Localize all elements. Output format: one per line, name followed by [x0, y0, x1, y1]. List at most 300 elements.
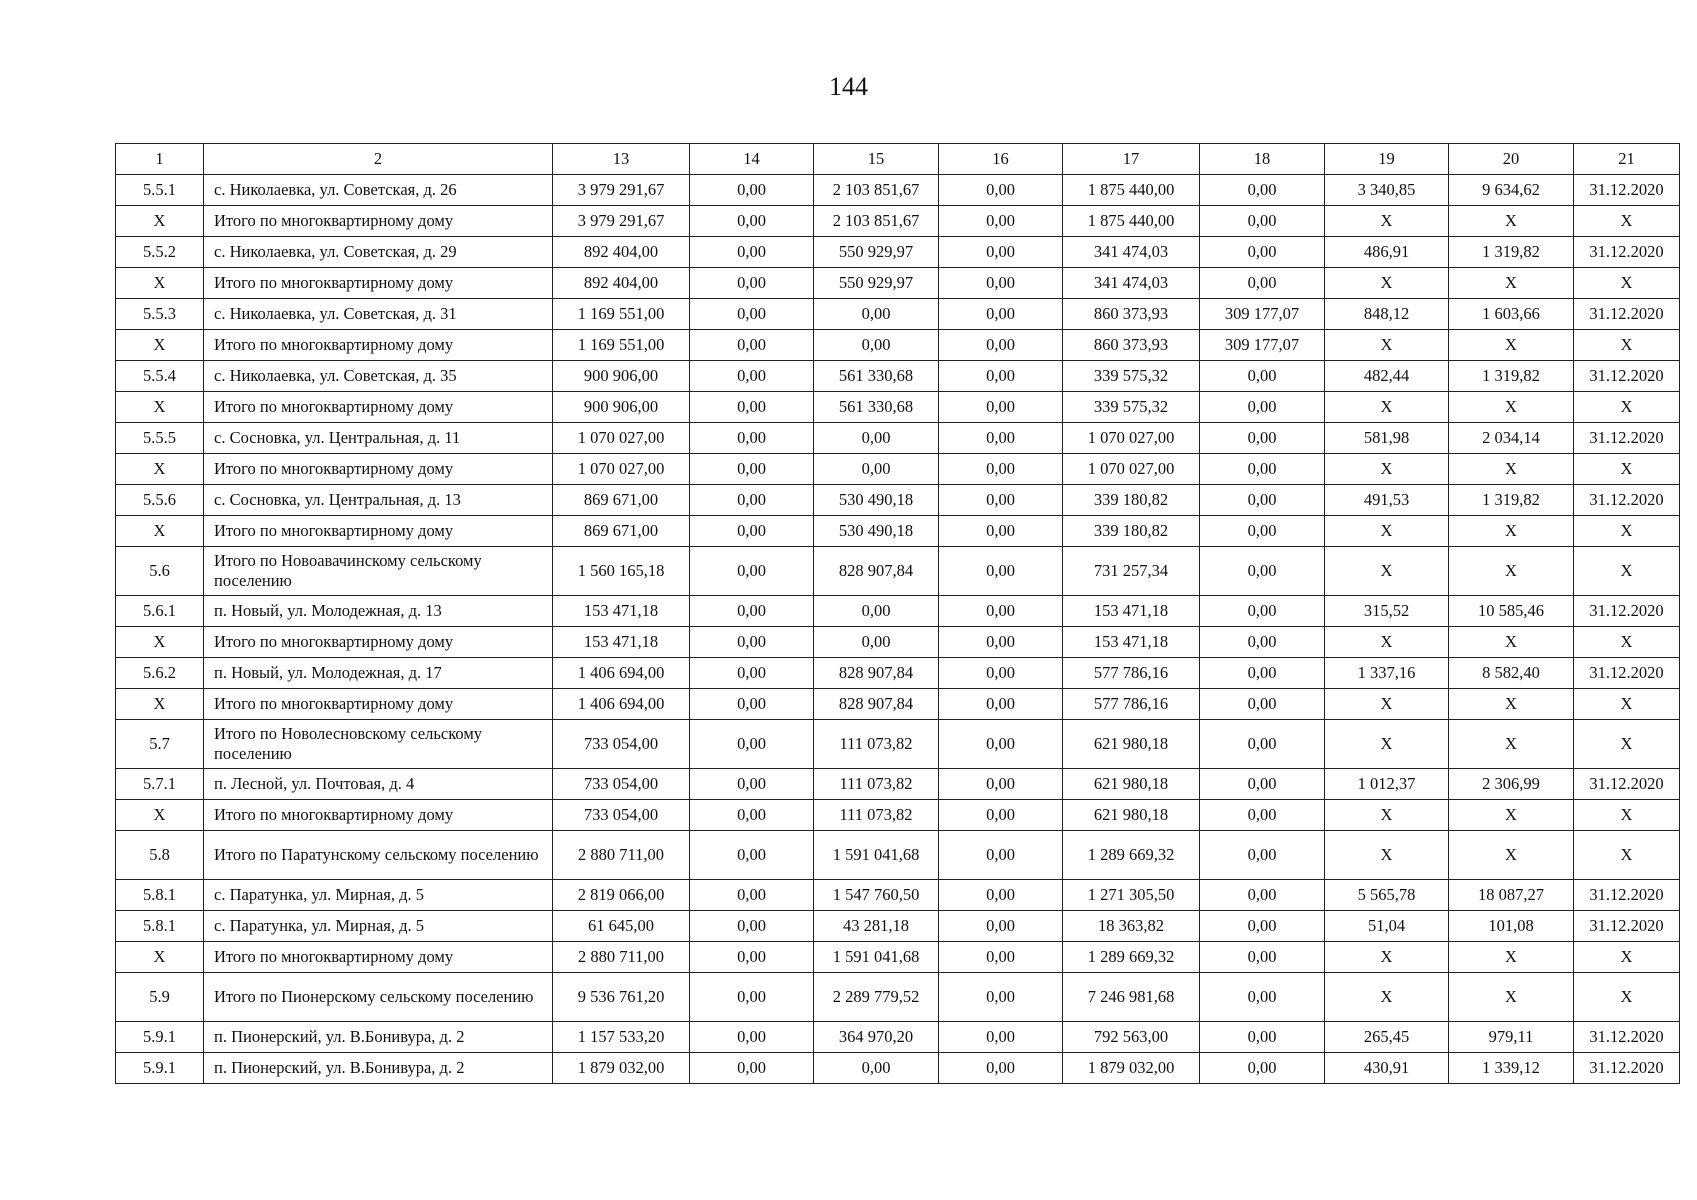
row-number-cell: 5.5.4	[116, 361, 204, 392]
address-cell: Итого по Новоавачинскому сельскому поселению	[204, 547, 553, 596]
column-header: 20	[1449, 144, 1574, 175]
value-cell: Х	[1325, 268, 1449, 299]
value-cell: 0,00	[690, 268, 814, 299]
value-cell: 0,00	[690, 769, 814, 800]
value-cell: 1 547 760,50	[814, 880, 939, 911]
value-cell: Х	[1449, 454, 1574, 485]
column-header: 17	[1063, 144, 1200, 175]
row-number-cell: 5.5.2	[116, 237, 204, 268]
table-row	[116, 942, 1680, 973]
value-cell: 900 906,00	[553, 361, 690, 392]
address-cell: Итого по многоквартирному дому	[204, 268, 553, 299]
value-cell: 486,91	[1325, 237, 1449, 268]
value-cell: 0,00	[939, 330, 1063, 361]
value-cell: Х	[1325, 547, 1449, 596]
value-cell: 0,00	[1200, 1022, 1325, 1053]
value-cell: 1 157 533,20	[553, 1022, 690, 1053]
value-cell: 0,00	[690, 361, 814, 392]
value-cell: 0,00	[1200, 361, 1325, 392]
value-cell: 530 490,18	[814, 485, 939, 516]
value-cell: 0,00	[690, 299, 814, 330]
value-cell: 482,44	[1325, 361, 1449, 392]
address-cell: с. Николаевка, ул. Советская, д. 29	[204, 237, 553, 268]
page-number: 144	[829, 72, 868, 101]
value-cell: Х	[1574, 720, 1680, 769]
value-cell: 0,00	[690, 911, 814, 942]
table-row	[116, 516, 1680, 547]
value-cell: 339 180,82	[1063, 485, 1200, 516]
value-cell: 0,00	[1200, 627, 1325, 658]
value-cell: 0,00	[1200, 175, 1325, 206]
value-cell: 1 337,16	[1325, 658, 1449, 689]
table-row	[116, 206, 1680, 237]
value-cell: 153 471,18	[553, 627, 690, 658]
value-cell: 0,00	[1200, 596, 1325, 627]
value-cell: 31.12.2020	[1574, 769, 1680, 800]
value-cell: Х	[1449, 720, 1574, 769]
value-cell: 0,00	[939, 596, 1063, 627]
row-number-cell: 5.5.5	[116, 423, 204, 454]
value-cell: 339 575,32	[1063, 392, 1200, 423]
row-number-cell: 5.7	[116, 720, 204, 769]
value-cell: 101,08	[1449, 911, 1574, 942]
value-cell: Х	[1449, 942, 1574, 973]
table-row	[116, 911, 1680, 942]
value-cell: 2 880 711,00	[553, 942, 690, 973]
row-number-cell: 5.9.1	[116, 1022, 204, 1053]
row-number-cell: 5.9	[116, 973, 204, 1022]
table-row	[116, 831, 1680, 880]
value-cell: 0,00	[939, 516, 1063, 547]
value-cell: 0,00	[1200, 769, 1325, 800]
table-row	[116, 268, 1680, 299]
value-cell: 0,00	[690, 720, 814, 769]
value-cell: 0,00	[939, 206, 1063, 237]
value-cell: 1 070 027,00	[553, 454, 690, 485]
value-cell: Х	[1325, 206, 1449, 237]
value-cell: 31.12.2020	[1574, 299, 1680, 330]
value-cell: 1 070 027,00	[1063, 423, 1200, 454]
value-cell: 491,53	[1325, 485, 1449, 516]
value-cell: 733 054,00	[553, 769, 690, 800]
address-cell: Итого по Паратунскому сельскому поселению	[204, 831, 553, 880]
value-cell: 1 319,82	[1449, 361, 1574, 392]
value-cell: Х	[1325, 516, 1449, 547]
value-cell: 577 786,16	[1063, 658, 1200, 689]
value-cell: 1 406 694,00	[553, 658, 690, 689]
value-cell: 0,00	[690, 392, 814, 423]
value-cell: Х	[1449, 330, 1574, 361]
value-cell: 0,00	[939, 720, 1063, 769]
value-cell: 1 289 669,32	[1063, 831, 1200, 880]
value-cell: 979,11	[1449, 1022, 1574, 1053]
address-cell: с. Сосновка, ул. Центральная, д. 11	[204, 423, 553, 454]
value-cell: 31.12.2020	[1574, 880, 1680, 911]
value-cell: 18 087,27	[1449, 880, 1574, 911]
value-cell: 2 103 851,67	[814, 175, 939, 206]
value-cell: 1 271 305,50	[1063, 880, 1200, 911]
address-cell: Итого по многоквартирному дому	[204, 800, 553, 831]
address-cell: с. Сосновка, ул. Центральная, д. 13	[204, 485, 553, 516]
column-header: 19	[1325, 144, 1449, 175]
value-cell: 621 980,18	[1063, 800, 1200, 831]
value-cell: 153 471,18	[1063, 596, 1200, 627]
value-cell: 0,00	[690, 689, 814, 720]
value-cell: 828 907,84	[814, 547, 939, 596]
table-row	[116, 361, 1680, 392]
table-row	[116, 627, 1680, 658]
row-number-cell: Х	[116, 689, 204, 720]
value-cell: 1 591 041,68	[814, 831, 939, 880]
address-cell: Итого по многоквартирному дому	[204, 689, 553, 720]
value-cell: 0,00	[690, 880, 814, 911]
value-cell: Х	[1574, 454, 1680, 485]
row-number-cell: Х	[116, 942, 204, 973]
value-cell: Х	[1449, 627, 1574, 658]
value-cell: 43 281,18	[814, 911, 939, 942]
row-number-cell: Х	[116, 268, 204, 299]
value-cell: 0,00	[1200, 880, 1325, 911]
row-number-cell: 5.8.1	[116, 911, 204, 942]
value-cell: Х	[1574, 831, 1680, 880]
row-number-cell: Х	[116, 454, 204, 485]
address-cell: Итого по многоквартирному дому	[204, 330, 553, 361]
value-cell: 0,00	[1200, 658, 1325, 689]
address-cell: п. Пионерский, ул. В.Бонивура, д. 2	[204, 1053, 553, 1084]
value-cell: Х	[1449, 800, 1574, 831]
value-cell: 31.12.2020	[1574, 911, 1680, 942]
value-cell: 31.12.2020	[1574, 1022, 1680, 1053]
value-cell: 1 406 694,00	[553, 689, 690, 720]
value-cell: 1 012,37	[1325, 769, 1449, 800]
row-number-cell: 5.6	[116, 547, 204, 596]
column-header: 13	[553, 144, 690, 175]
value-cell: 0,00	[1200, 720, 1325, 769]
value-cell: 0,00	[690, 330, 814, 361]
column-header: 21	[1574, 144, 1680, 175]
row-number-cell: 5.8	[116, 831, 204, 880]
value-cell: 900 906,00	[553, 392, 690, 423]
value-cell: 869 671,00	[553, 516, 690, 547]
value-cell: 0,00	[939, 689, 1063, 720]
value-cell: Х	[1449, 831, 1574, 880]
value-cell: Х	[1325, 689, 1449, 720]
address-cell: п. Новый, ул. Молодежная, д. 17	[204, 658, 553, 689]
value-cell: 1 070 027,00	[1063, 454, 1200, 485]
row-number-cell: 5.8.1	[116, 880, 204, 911]
table-row	[116, 330, 1680, 361]
value-cell: 0,00	[814, 627, 939, 658]
header-row	[116, 144, 1680, 175]
value-cell: 828 907,84	[814, 689, 939, 720]
value-cell: 31.12.2020	[1574, 423, 1680, 454]
value-cell: 0,00	[690, 658, 814, 689]
value-cell: 0,00	[690, 237, 814, 268]
table-row	[116, 454, 1680, 485]
address-cell: с. Паратунка, ул. Мирная, д. 5	[204, 880, 553, 911]
value-cell: 550 929,97	[814, 268, 939, 299]
value-cell: 0,00	[690, 206, 814, 237]
table-row	[116, 299, 1680, 330]
value-cell: 733 054,00	[553, 800, 690, 831]
value-cell: 31.12.2020	[1574, 175, 1680, 206]
table-row	[116, 1022, 1680, 1053]
value-cell: 0,00	[690, 627, 814, 658]
value-cell: 621 980,18	[1063, 769, 1200, 800]
value-cell: 3 979 291,67	[553, 175, 690, 206]
value-cell: 0,00	[690, 942, 814, 973]
value-cell: 0,00	[1200, 973, 1325, 1022]
value-cell: Х	[1325, 831, 1449, 880]
value-cell: 111 073,82	[814, 769, 939, 800]
value-cell: 7 246 981,68	[1063, 973, 1200, 1022]
row-number-cell: Х	[116, 800, 204, 831]
table-row	[116, 973, 1680, 1022]
address-cell: Итого по многоквартирному дому	[204, 516, 553, 547]
column-header: 18	[1200, 144, 1325, 175]
value-cell: 111 073,82	[814, 720, 939, 769]
value-cell: 869 671,00	[553, 485, 690, 516]
value-cell: 0,00	[814, 299, 939, 330]
value-cell: 0,00	[1200, 831, 1325, 880]
value-cell: 0,00	[939, 1022, 1063, 1053]
table-row	[116, 800, 1680, 831]
table-row	[116, 880, 1680, 911]
value-cell: 309 177,07	[1200, 299, 1325, 330]
value-cell: 0,00	[690, 454, 814, 485]
value-cell: 1 319,82	[1449, 237, 1574, 268]
row-number-cell: 5.6.1	[116, 596, 204, 627]
value-cell: 339 575,32	[1063, 361, 1200, 392]
value-cell: 341 474,03	[1063, 268, 1200, 299]
value-cell: Х	[1325, 942, 1449, 973]
value-cell: Х	[1574, 942, 1680, 973]
row-number-cell: Х	[116, 392, 204, 423]
value-cell: 31.12.2020	[1574, 658, 1680, 689]
value-cell: 731 257,34	[1063, 547, 1200, 596]
value-cell: 0,00	[939, 1053, 1063, 1084]
value-cell: 1 319,82	[1449, 485, 1574, 516]
table-row	[116, 596, 1680, 627]
table-row	[116, 658, 1680, 689]
value-cell: Х	[1574, 973, 1680, 1022]
table-row	[116, 423, 1680, 454]
value-cell: Х	[1325, 800, 1449, 831]
address-cell: п. Пионерский, ул. В.Бонивура, д. 2	[204, 1022, 553, 1053]
value-cell: Х	[1574, 627, 1680, 658]
row-number-cell: 5.6.2	[116, 658, 204, 689]
column-header: 2	[204, 144, 553, 175]
address-cell: п. Лесной, ул. Почтовая, д. 4	[204, 769, 553, 800]
value-cell: 0,00	[939, 454, 1063, 485]
value-cell: Х	[1574, 689, 1680, 720]
value-cell: 0,00	[939, 627, 1063, 658]
column-header: 1	[116, 144, 204, 175]
value-cell: 265,45	[1325, 1022, 1449, 1053]
value-cell: 0,00	[939, 547, 1063, 596]
value-cell: 0,00	[939, 268, 1063, 299]
value-cell: Х	[1574, 547, 1680, 596]
value-cell: Х	[1574, 268, 1680, 299]
value-cell: Х	[1325, 392, 1449, 423]
value-cell: 530 490,18	[814, 516, 939, 547]
address-cell: Итого по многоквартирному дому	[204, 454, 553, 485]
column-header: 14	[690, 144, 814, 175]
value-cell: 1 169 551,00	[553, 299, 690, 330]
value-cell: 111 073,82	[814, 800, 939, 831]
value-cell: 0,00	[939, 800, 1063, 831]
value-cell: 0,00	[690, 547, 814, 596]
table-row	[116, 485, 1680, 516]
value-cell: 581,98	[1325, 423, 1449, 454]
address-cell: п. Новый, ул. Молодежная, д. 13	[204, 596, 553, 627]
value-cell: 31.12.2020	[1574, 361, 1680, 392]
value-cell: Х	[1449, 973, 1574, 1022]
value-cell: 828 907,84	[814, 658, 939, 689]
value-cell: 2 880 711,00	[553, 831, 690, 880]
table-row	[116, 769, 1680, 800]
value-cell: 1 070 027,00	[553, 423, 690, 454]
value-cell: 0,00	[1200, 268, 1325, 299]
value-cell: 31.12.2020	[1574, 596, 1680, 627]
value-cell: Х	[1325, 720, 1449, 769]
value-cell: Х	[1325, 973, 1449, 1022]
value-cell: 0,00	[814, 454, 939, 485]
value-cell: 9 634,62	[1449, 175, 1574, 206]
value-cell: Х	[1574, 800, 1680, 831]
value-cell: 153 471,18	[1063, 627, 1200, 658]
value-cell: 309 177,07	[1200, 330, 1325, 361]
value-cell: 2 306,99	[1449, 769, 1574, 800]
value-cell: 1 591 041,68	[814, 942, 939, 973]
value-cell: 0,00	[1200, 547, 1325, 596]
value-cell: 0,00	[690, 1053, 814, 1084]
address-cell: Итого по Пионерскому сельскому поселению	[204, 973, 553, 1022]
table-body	[116, 175, 1680, 1084]
value-cell: Х	[1574, 206, 1680, 237]
value-cell: 364 970,20	[814, 1022, 939, 1053]
value-cell: Х	[1449, 268, 1574, 299]
value-cell: Х	[1574, 516, 1680, 547]
value-cell: Х	[1325, 627, 1449, 658]
value-cell: 31.12.2020	[1574, 1053, 1680, 1084]
value-cell: 0,00	[1200, 485, 1325, 516]
value-cell: 153 471,18	[553, 596, 690, 627]
address-cell: с. Николаевка, ул. Советская, д. 35	[204, 361, 553, 392]
value-cell: 1 875 440,00	[1063, 175, 1200, 206]
value-cell: 10 585,46	[1449, 596, 1574, 627]
value-cell: 0,00	[1200, 689, 1325, 720]
address-cell: Итого по многоквартирному дому	[204, 392, 553, 423]
value-cell: 0,00	[939, 911, 1063, 942]
value-cell: 0,00	[690, 800, 814, 831]
value-cell: 1 560 165,18	[553, 547, 690, 596]
value-cell: Х	[1449, 206, 1574, 237]
row-number-cell: 5.9.1	[116, 1053, 204, 1084]
address-cell: Итого по многоквартирному дому	[204, 942, 553, 973]
value-cell: 0,00	[939, 485, 1063, 516]
value-cell: 0,00	[814, 596, 939, 627]
data-table	[115, 143, 1680, 1084]
value-cell: 577 786,16	[1063, 689, 1200, 720]
value-cell: 341 474,03	[1063, 237, 1200, 268]
value-cell: 339 180,82	[1063, 516, 1200, 547]
table-row	[116, 547, 1680, 596]
value-cell: 0,00	[939, 237, 1063, 268]
row-number-cell: Х	[116, 627, 204, 658]
row-number-cell: Х	[116, 330, 204, 361]
value-cell: 0,00	[690, 175, 814, 206]
value-cell: 0,00	[690, 485, 814, 516]
value-cell: 733 054,00	[553, 720, 690, 769]
value-cell: 0,00	[939, 392, 1063, 423]
value-cell: 31.12.2020	[1574, 485, 1680, 516]
value-cell: 0,00	[939, 880, 1063, 911]
table-row	[116, 237, 1680, 268]
value-cell: 18 363,82	[1063, 911, 1200, 942]
value-cell: 0,00	[690, 423, 814, 454]
value-cell: 860 373,93	[1063, 330, 1200, 361]
value-cell: 892 404,00	[553, 268, 690, 299]
row-number-cell: 5.7.1	[116, 769, 204, 800]
value-cell: 0,00	[939, 299, 1063, 330]
row-number-cell: 5.5.1	[116, 175, 204, 206]
value-cell: Х	[1449, 547, 1574, 596]
value-cell: 31.12.2020	[1574, 237, 1680, 268]
value-cell: 8 582,40	[1449, 658, 1574, 689]
value-cell: 621 980,18	[1063, 720, 1200, 769]
value-cell: 0,00	[1200, 392, 1325, 423]
value-cell: 848,12	[1325, 299, 1449, 330]
value-cell: 0,00	[814, 330, 939, 361]
address-cell: с. Николаевка, ул. Советская, д. 26	[204, 175, 553, 206]
value-cell: 5 565,78	[1325, 880, 1449, 911]
value-cell: 1 875 440,00	[1063, 206, 1200, 237]
value-cell: 0,00	[1200, 206, 1325, 237]
address-cell: Итого по многоквартирному дому	[204, 206, 553, 237]
value-cell: Х	[1325, 330, 1449, 361]
value-cell: 1 169 551,00	[553, 330, 690, 361]
value-cell: 0,00	[814, 423, 939, 454]
value-cell: 0,00	[690, 973, 814, 1022]
value-cell: 561 330,68	[814, 361, 939, 392]
value-cell: 0,00	[1200, 942, 1325, 973]
value-cell: 0,00	[939, 658, 1063, 689]
value-cell: 0,00	[690, 831, 814, 880]
value-cell: 2 034,14	[1449, 423, 1574, 454]
row-number-cell: Х	[116, 206, 204, 237]
value-cell: 9 536 761,20	[553, 973, 690, 1022]
value-cell: 0,00	[690, 516, 814, 547]
address-cell: с. Николаевка, ул. Советская, д. 31	[204, 299, 553, 330]
row-number-cell: Х	[116, 516, 204, 547]
value-cell: 430,91	[1325, 1053, 1449, 1084]
value-cell: 0,00	[939, 769, 1063, 800]
value-cell: 0,00	[1200, 1053, 1325, 1084]
column-header: 15	[814, 144, 939, 175]
value-cell: 550 929,97	[814, 237, 939, 268]
value-cell: 0,00	[939, 973, 1063, 1022]
value-cell: 0,00	[1200, 423, 1325, 454]
value-cell: 3 979 291,67	[553, 206, 690, 237]
value-cell: Х	[1325, 454, 1449, 485]
value-cell: 0,00	[1200, 454, 1325, 485]
value-cell: 0,00	[939, 423, 1063, 454]
value-cell: 0,00	[1200, 800, 1325, 831]
value-cell: 1 289 669,32	[1063, 942, 1200, 973]
value-cell: Х	[1449, 516, 1574, 547]
value-cell: 1 339,12	[1449, 1053, 1574, 1084]
